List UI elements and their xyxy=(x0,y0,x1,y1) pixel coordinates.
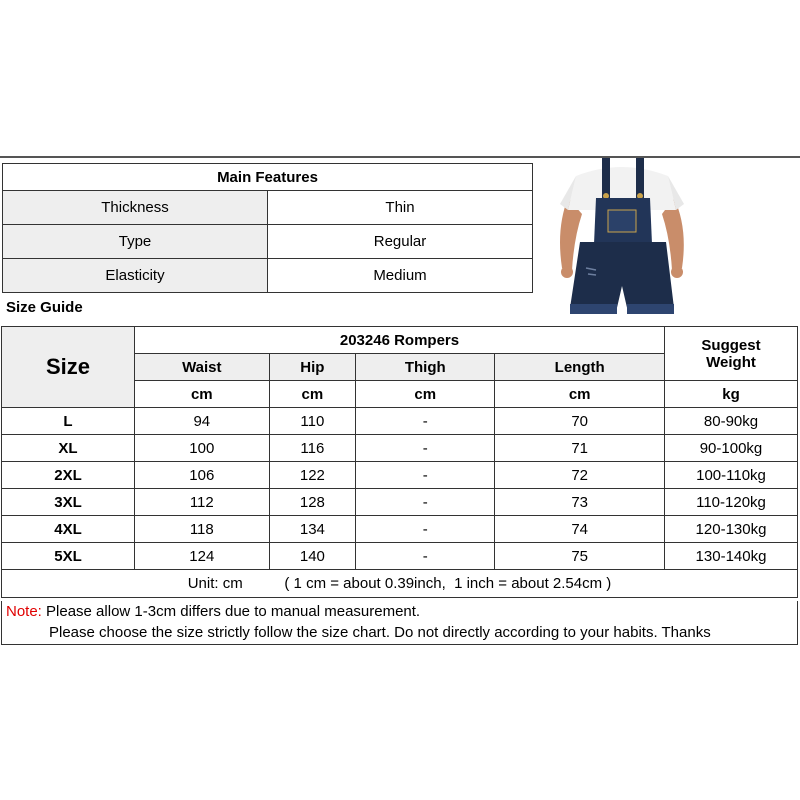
length-value: 73 xyxy=(495,489,665,516)
waist-value: 94 xyxy=(135,408,270,435)
main-features-title: Main Features xyxy=(3,164,533,191)
main-features-table xyxy=(2,163,533,293)
weight-value: 80-90kg xyxy=(665,408,798,435)
thigh-value: - xyxy=(356,489,495,516)
table-row xyxy=(2,489,798,516)
weight-value: 100-110kg xyxy=(665,462,798,489)
feature-label: Type xyxy=(3,225,268,259)
hip-value: 134 xyxy=(269,516,356,543)
length-value: 70 xyxy=(495,408,665,435)
suggest-weight-line1: Suggest xyxy=(701,336,761,354)
feature-row xyxy=(3,225,533,259)
table-row xyxy=(2,435,798,462)
waist-value: 106 xyxy=(135,462,270,489)
unit-conversion-text: Unit: cm ( 1 cm = about 0.39inch, 1 inch = about 2.54cm ) xyxy=(187,575,612,592)
note-label: Note: xyxy=(6,603,42,620)
feature-value: Medium xyxy=(268,259,533,293)
thigh-value: - xyxy=(356,408,495,435)
length-value: 74 xyxy=(495,516,665,543)
size-column-header: Size xyxy=(2,327,135,408)
suggest-weight-line2: Weight xyxy=(706,353,756,371)
waist-value: 100 xyxy=(135,435,270,462)
hip-header: Hip xyxy=(269,354,356,381)
table-row xyxy=(2,516,798,543)
table-row xyxy=(2,543,798,570)
suggest-weight-header xyxy=(665,327,798,381)
waist-value: 118 xyxy=(135,516,270,543)
note-text-1: Please allow 1-3cm differs due to manual measurement. xyxy=(41,603,421,620)
feature-row xyxy=(3,191,533,225)
notes-box xyxy=(1,601,798,645)
thigh-header: Thigh xyxy=(356,354,495,381)
weight-value: 90-100kg xyxy=(665,435,798,462)
unit-conversion-line xyxy=(2,570,798,598)
feature-row xyxy=(3,259,533,293)
table-row xyxy=(2,408,798,435)
thigh-value: - xyxy=(356,516,495,543)
size-guide-title: Size Guide xyxy=(6,299,83,316)
unit-cell: cm xyxy=(135,381,270,408)
feature-label: Elasticity xyxy=(3,259,268,293)
size-chart-table xyxy=(1,326,798,598)
size-label: L xyxy=(2,408,135,435)
size-label: 2XL xyxy=(2,462,135,489)
hip-value: 128 xyxy=(269,489,356,516)
unit-cell: cm xyxy=(356,381,495,408)
product-photo xyxy=(556,158,688,324)
length-value: 75 xyxy=(495,543,665,570)
thigh-value: - xyxy=(356,435,495,462)
table-row xyxy=(2,462,798,489)
size-label: 4XL xyxy=(2,516,135,543)
waist-header: Waist xyxy=(135,354,270,381)
weight-value: 130-140kg xyxy=(665,543,798,570)
thigh-value: - xyxy=(356,462,495,489)
hip-value: 140 xyxy=(269,543,356,570)
unit-cell: kg xyxy=(665,381,798,408)
feature-value: Regular xyxy=(268,225,533,259)
note-line-2: Please choose the size strictly follow the size chart. Do not directly according to your habits. Thanks xyxy=(49,624,711,641)
length-value: 72 xyxy=(495,462,665,489)
weight-value: 110-120kg xyxy=(665,489,798,516)
feature-label: Thickness xyxy=(3,191,268,225)
hip-value: 122 xyxy=(269,462,356,489)
thigh-value: - xyxy=(356,543,495,570)
unit-cell: cm xyxy=(269,381,356,408)
size-label: XL xyxy=(2,435,135,462)
weight-value: 120-130kg xyxy=(665,516,798,543)
note-line-1 xyxy=(6,603,420,620)
hip-value: 110 xyxy=(269,408,356,435)
feature-value: Thin xyxy=(268,191,533,225)
size-label: 3XL xyxy=(2,489,135,516)
product-name-header: 203246 Rompers xyxy=(135,327,665,354)
hip-value: 116 xyxy=(269,435,356,462)
waist-value: 124 xyxy=(135,543,270,570)
length-header: Length xyxy=(495,354,665,381)
unit-cell: cm xyxy=(495,381,665,408)
model-in-denim-overalls-image xyxy=(556,158,688,324)
waist-value: 112 xyxy=(135,489,270,516)
size-label: 5XL xyxy=(2,543,135,570)
length-value: 71 xyxy=(495,435,665,462)
